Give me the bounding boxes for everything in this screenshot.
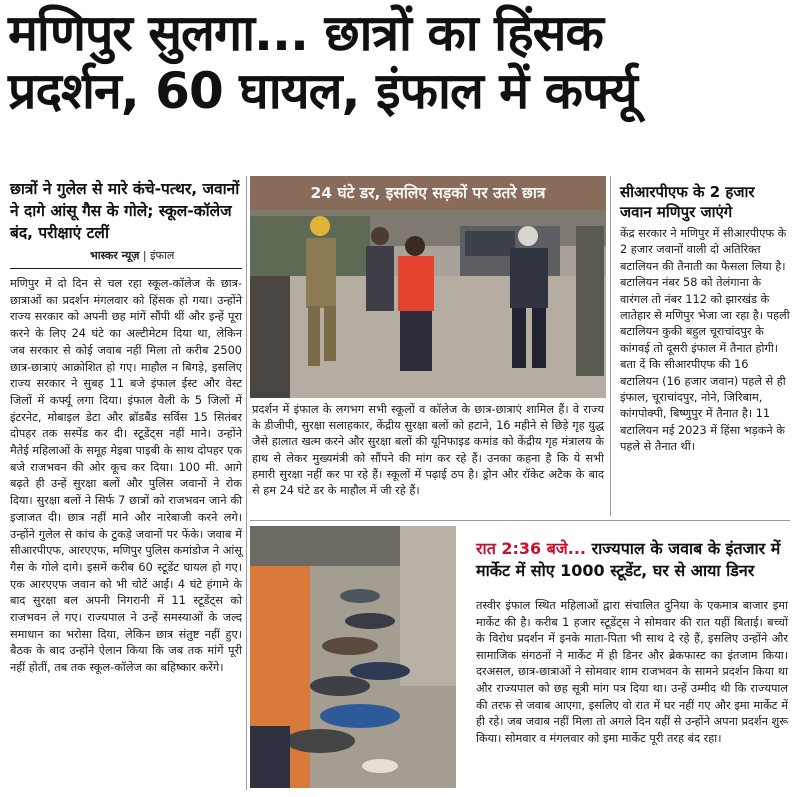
photo-caption-bar: 24 घंटे डर, इसलिए सड़कों पर उतरे छात्र (250, 176, 606, 210)
headline-line-2: प्रदर्शन, 60 घायल, इंफाल में कर्फ्यू (8, 62, 637, 120)
byline: भास्कर न्यूज़ | इंफाल (90, 249, 175, 262)
bottom-title-rest: राज्यपाल के जवाब के इंतजार में मार्केट में सोए 1000 स्टूडेंट, घर से आया डिनर (476, 539, 781, 580)
byline-source: भास्कर न्यूज़ (90, 249, 140, 262)
center-article-body: प्रदर्शन में इंफाल के लगभग सभी स्कूलों व कॉलेज के छात्र-छात्राएं शामिल हैं। वे राज्य के डीजीपी, सुरक्षा सलाहकार, केंद्रीय सुरक्षा बलों को हटाने, 16 महीने से छिड़े गृह युद्ध जैसे हालात खत्म करने और सुरक्षा बलों की यूनिफाइड कमांड को केंद्रीय गृह मंत्रालय के हाथ से लेकर मुख्यमंत्री को सौंपने की मांग कर रहे हैं। उनका कहना है कि ये सभी हमारी सुरक्षा नहीं कर पा रहे हैं। स्कूलों में पढ़ाई ठप है। ड्रोन और रॉकेट अटैक के बाद से हम 24 घंटे डर के माहौल में जी रहे हैं। (252, 403, 604, 498)
headline-line-1: मणिपुर सुलगा... छात्रों का हिंसक (8, 4, 603, 62)
protest-photo (250, 176, 606, 398)
bottom-title (476, 538, 788, 582)
column-rule-right (610, 176, 611, 516)
byline-place: इंफाल (150, 249, 175, 262)
left-subhead: छात्रों ने गुलेल से मारे कंचे-पत्थर, जवानों ने दागे आंसू गैस के गोले; स्कूल-कॉलेज बंद, परीक्षाएं टलीं (10, 180, 240, 242)
bottom-divider (250, 520, 790, 521)
right-title: सीआरपीएफ के 2 हजार जवान मणिपुर जाएंगे (620, 183, 755, 221)
headline (8, 4, 788, 120)
bottom-title-time: रात 2:36 बजे... (476, 539, 586, 558)
left-article-body: मणिपुर में दो दिन से चल रहा स्कूल-कॉलेज के छात्र-छात्राओं का प्रदर्शन मंगलवार को हिंसक हो गया। उन्होंने राज्य सरकार को अपनी छह मांगें सौंपी थीं और इन्हें पूरा करने के लिए 24 घंटे का अल्टीमेटम दिया था, लेकिन जब सरकार से कोई जवाब नहीं मिला तो करीब 2500 छात्र-छात्राएं आक्रोशित हो गए। माहौल न बिगड़े, इसलिए राज्य सरकार ने सुबह 11 बजे इंफाल ईस्ट और वेस्ट जिलों में कर्फ्यू लगा दिया। इंफाल वैली के 5 जिलों में इंटरनेट, मोबाइल डेटा और ब्रॉडबैंड सर्विस 15 सितंबर दोपहर तक सस्पेंड कर दी। स्टूडेंट्स नहीं माने। उन्होंने मैतेई महिलाओं के समूह मेइबा पाइबी के साथ दोपहर एक बजे राजभवन की ओर कूच कर दिया। 100 मी. आगे बढ़ते ही उन्हें सुरक्षा बलों और पुलिस जवानों ने रोक दिया। सुरक्षा बलों ने सिर्फ 7 छात्रों को राजभवन जाने की इजाजत दी। छात्र नहीं माने और नारेबाजी करने लगे। उन्होंने गुलेल से कांच के टुकड़े जवानों पर फेंके। जवाब में सीआरपीएफ, आरएएफ, मणिपुर पुलिस कमांडोज ने आंसू गैस के गोले दागे। इसमें करीब 60 स्टूडेंट घायल हो गए। एक आरएएफ जवान को भी चोटें आईं। 4 घंटे हंगामे के बाद सुरक्षा बल अपनी निगरानी में 11 स्टूडेंट्स को राजभवन ले गए। राज्यपाल ने उन्हें समस्याओं के जल्द समाधान का भरोसा दिया, लेकिन छात्र संतुष्ट नहीं हुए। बैठक के बाद उन्होंने ऐलान किया कि जब तक मांगें पूरी नहीं होतीं, तब तक स्कूल-कॉलेज का बहिष्कार करेंगे। (10, 277, 242, 675)
market-photo (250, 526, 456, 788)
left-divider (10, 268, 242, 269)
right-article-body: केंद्र सरकार ने मणिपुर में सीआरपीएफ के 2 हजार जवानों वाली दो अतिरिक्त बटालियन की तैनाती का फैसला लिया है। बटालियन नंबर 58 को तेलंगाना के वारंगल तो नंबर 112 को झारखंड के लातेहार से मणिपुर भेजा जा रहा है। पहली बटालियन कुकी बहुल चूराचांदपुर के कांगवई तो दूसरी इंफाल में तैनात होगी। बता दें कि सीआरपीएफ की 16 बटालियन (16 हजार जवान) पहले से ही इंफाल, चूराचांदपुर, नोने, जिरिबाम, कांगपोक्पी, बिष्णुपुर में तैनात है। 11 बटालियन मई 2023 में हिंसा भड़कने के पहले से तैनात थीं। (620, 227, 790, 454)
bottom-article-body: तस्वीर इंफाल स्थित महिलाओं द्वारा संचालित दुनिया के एकमात्र बाजार इमा मार्केट की है। करीब 1 हजार स्टूडेंट्स ने सोमवार की रात यहीं बिताई। बच्चों के विरोध प्रदर्शन में इनके माता-पिता भी साथ दे रहे हैं, इसलिए उन्होंने और सामाजिक संगठनों ने मार्केट में ही डिनर और ब्रेकफास्ट का इंतजाम किया। दरअसल, छात्र-छात्राओं ने सोमवार शाम राजभवन के सामने प्रदर्शन किया था और राज्यपाल को छह सूत्री मांग पत्र दिया था। उन्हें उम्मीद थी कि राज्यपाल की तरफ से जवाब आएगा, इसलिए वो रात में घर नहीं गए और इमा मार्केट में ही रहे। जब जवाब नहीं मिला तो अगले दिन यहीं से उन्होंने अपना प्रदर्शन शुरू किया। सोमवार व मंगलवार को इमा मार्केट पूरी तरह बंद रहा। (476, 599, 788, 745)
column-rule-left (246, 176, 247, 790)
